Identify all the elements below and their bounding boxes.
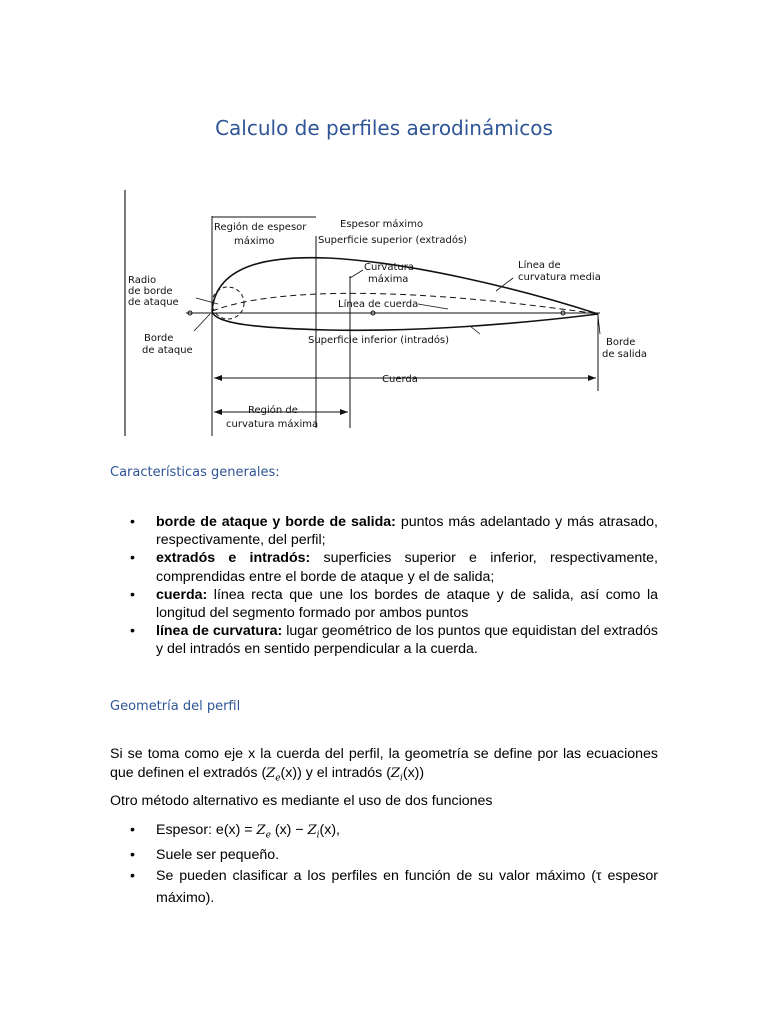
- list-item: • Suele ser pequeño.: [130, 846, 658, 864]
- fig-label: de ataque: [142, 345, 193, 356]
- functions-list: [130, 821, 658, 910]
- list-item: • extradós e intradós: superficies superior e inferior, respectivamente, comprendidas entre el borde de ataque y el de salida;: [130, 549, 658, 585]
- term: extradós e intradós:: [156, 550, 311, 567]
- section-heading: Características generales:: [110, 465, 280, 480]
- fig-label: de salida: [602, 349, 648, 360]
- fig-label: Superficie inferior (intradós): [308, 335, 450, 346]
- fig-label: curvatura máxima: [226, 419, 319, 430]
- fig-label: Superficie superior (extradós): [318, 235, 468, 246]
- fig-label: máxima: [368, 274, 409, 285]
- fig-label: Cuerda: [382, 374, 418, 385]
- fig-label: Radio: [128, 275, 157, 286]
- list-item: • Se pueden clasificar a los perfiles en función de su valor máximo (τ espesor máximo).: [130, 865, 658, 909]
- term: línea de curvatura:: [156, 623, 283, 640]
- fig-label: Región de espesor: [214, 222, 307, 233]
- fig-label: Línea de cuerda: [338, 299, 419, 310]
- airfoil-diagram: [118, 186, 668, 438]
- fig-label: Curvatura: [364, 262, 414, 273]
- section-heading: Geometría del perfil: [110, 699, 241, 714]
- term: cuerda:: [156, 586, 208, 603]
- term: borde de ataque y borde de salida:: [156, 514, 396, 530]
- fig-label: Región de: [248, 405, 298, 416]
- geometry-paragraph: Si se toma como eje x la cuerda del perfil, la geometría se define por las ecuaciones que definen el extradós $(Z_e(x))$ y el intradós $(Z_i(x))$: [110, 746, 658, 784]
- fig-label: Borde: [144, 333, 174, 344]
- fig-label: Línea de: [518, 260, 561, 271]
- fig-label: de borde: [128, 286, 173, 297]
- fig-label: curvatura media: [518, 272, 601, 283]
- fig-label: máximo: [234, 236, 275, 247]
- method-paragraph: Otro método alternativo es mediante el uso de dos funciones: [110, 793, 493, 809]
- airfoil-svg: [118, 186, 668, 438]
- list-item: • cuerda: línea recta que une los bordes de ataque y de salida, así como la longitud del segmento formado por ambos puntos: [130, 586, 658, 622]
- list-item: • Espesor: $e(x) = Z_e$ $(x) - Z_i(x)$,: [130, 821, 658, 845]
- page-title: Calculo de perfiles aerodinámicos: [215, 116, 553, 140]
- fig-label: de ataque: [128, 297, 179, 308]
- fig-label: Borde: [606, 337, 636, 348]
- list-item: • borde de ataque y borde de salida: puntos más adelantado y más atrasado, respectivamente, del perfil;: [130, 513, 658, 549]
- list-item: • línea de curvatura: lugar geométrico de los puntos que equidistan del extradós y del intradós en sentido perpendicular a la cuerda.: [130, 622, 658, 658]
- characteristics-list: [130, 513, 658, 659]
- fig-label: Espesor máximo: [340, 219, 424, 230]
